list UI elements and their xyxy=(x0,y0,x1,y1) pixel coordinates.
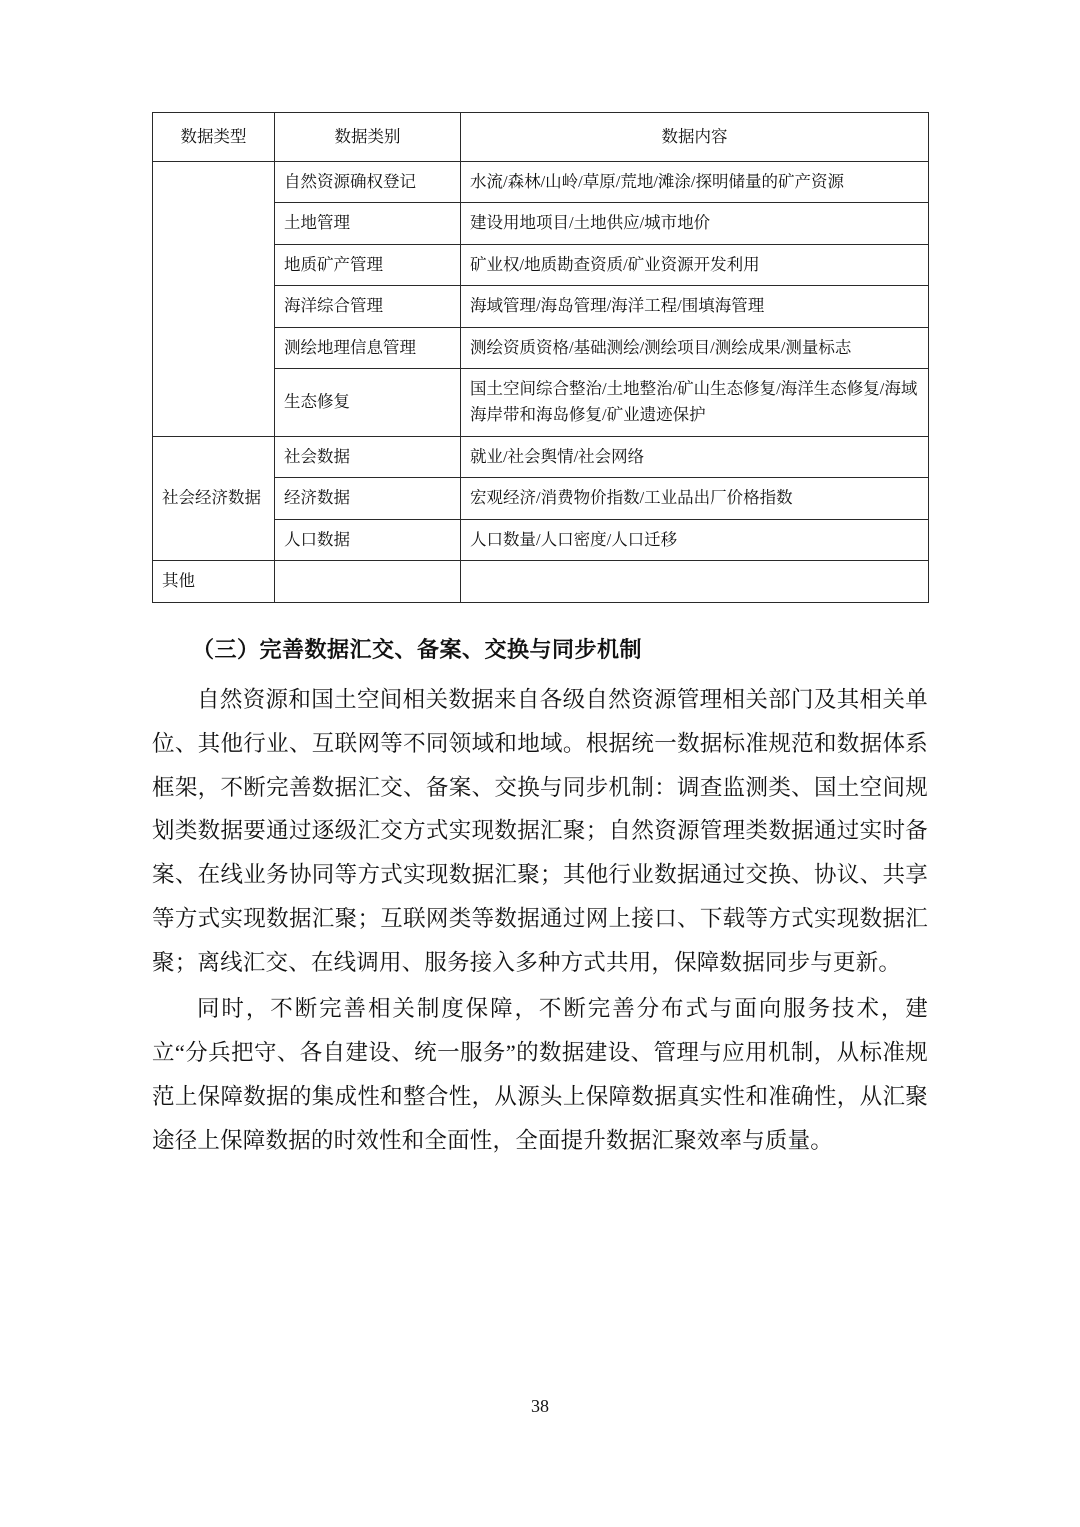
paragraph-2: 同时，不断完善相关制度保障，不断完善分布式与面向服务技术，建立“分兵把守、各自建设、统一服务”的数据建设、管理与应用机制，从标准规范上保障数据的集成性和整合性，从源头上保障数据真实性和准确性，从汇聚途径上保障数据的时效性和全面性，全面提升数据汇聚效率与质量。 xyxy=(152,995,928,1153)
data-type-table xyxy=(152,112,929,603)
cell-data-content: 宏观经济/消费物价指数/工业品出厂价格指数 xyxy=(461,478,929,520)
cell-data-category: 自然资源确权登记 xyxy=(275,161,461,203)
table-row xyxy=(153,161,929,203)
cell-data-type: 社会经济数据 xyxy=(153,436,275,561)
table-row xyxy=(153,561,929,603)
cell-data-content: 水流/森林/山岭/草原/荒地/滩涂/探明储量的矿产资源 xyxy=(461,161,929,203)
table-header xyxy=(153,113,929,162)
table-row xyxy=(153,436,929,478)
cell-data-category: 地质矿产管理 xyxy=(275,244,461,286)
cell-data-content xyxy=(461,561,929,603)
cell-data-content: 就业/社会舆情/社会网络 xyxy=(461,436,929,478)
cell-data-content: 测绘资质资格/基础测绘/测绘项目/测绘成果/测量标志 xyxy=(461,327,929,369)
section-heading: （三）完善数据汇交、备案、交换与同步机制 xyxy=(192,637,643,663)
cell-data-category: 生态修复 xyxy=(275,369,461,436)
page-number: 38 xyxy=(531,1396,549,1416)
cell-data-category: 社会数据 xyxy=(275,436,461,478)
cell-data-category: 经济数据 xyxy=(275,478,461,520)
cell-data-category: 海洋综合管理 xyxy=(275,286,461,328)
cell-data-category: 土地管理 xyxy=(275,203,461,245)
paragraph-1: 自然资源和国土空间相关数据来自各级自然资源管理相关部门及其相关单位、其他行业、互联网等不同领域和地域。根据统一数据标准规范和数据体系框架，不断完善数据汇交、备案、交换与同步机制：调查监测类、国土空间规划类数据要通过逐级汇交方式实现数据汇聚；自然资源管理类数据通过实时备案、在线业务协同等方式实现数据汇聚；其他行业数据通过交换、协议、共享等方式实现数据汇聚；互联网类等数据通过网上接口、下载等方式实现数据汇聚；离线汇交、在线调用、服务接入多种方式共用，保障数据同步与更新。 xyxy=(152,686,928,975)
cell-data-type: 其他 xyxy=(153,561,275,603)
cell-data-type xyxy=(153,161,275,436)
cell-data-content: 海域管理/海岛管理/海洋工程/围填海管理 xyxy=(461,286,929,328)
cell-data-content: 国土空间综合整治/土地整治/矿山生态修复/海洋生态修复/海域海岸带和海岛修复/矿业遗迹保护 xyxy=(461,369,929,436)
cell-data-category xyxy=(275,561,461,603)
cell-data-content: 建设用地项目/土地供应/城市地价 xyxy=(461,203,929,245)
cell-data-category: 测绘地理信息管理 xyxy=(275,327,461,369)
cell-data-content: 人口数量/人口密度/人口迁移 xyxy=(461,519,929,561)
column-header-type: 数据类型 xyxy=(153,113,275,162)
cell-data-category: 人口数据 xyxy=(275,519,461,561)
column-header-content: 数据内容 xyxy=(461,113,929,162)
column-header-category: 数据类别 xyxy=(275,113,461,162)
table-header-row xyxy=(153,113,929,162)
table-body xyxy=(153,161,929,602)
cell-data-content: 矿业权/地质勘查资质/矿业资源开发利用 xyxy=(461,244,929,286)
